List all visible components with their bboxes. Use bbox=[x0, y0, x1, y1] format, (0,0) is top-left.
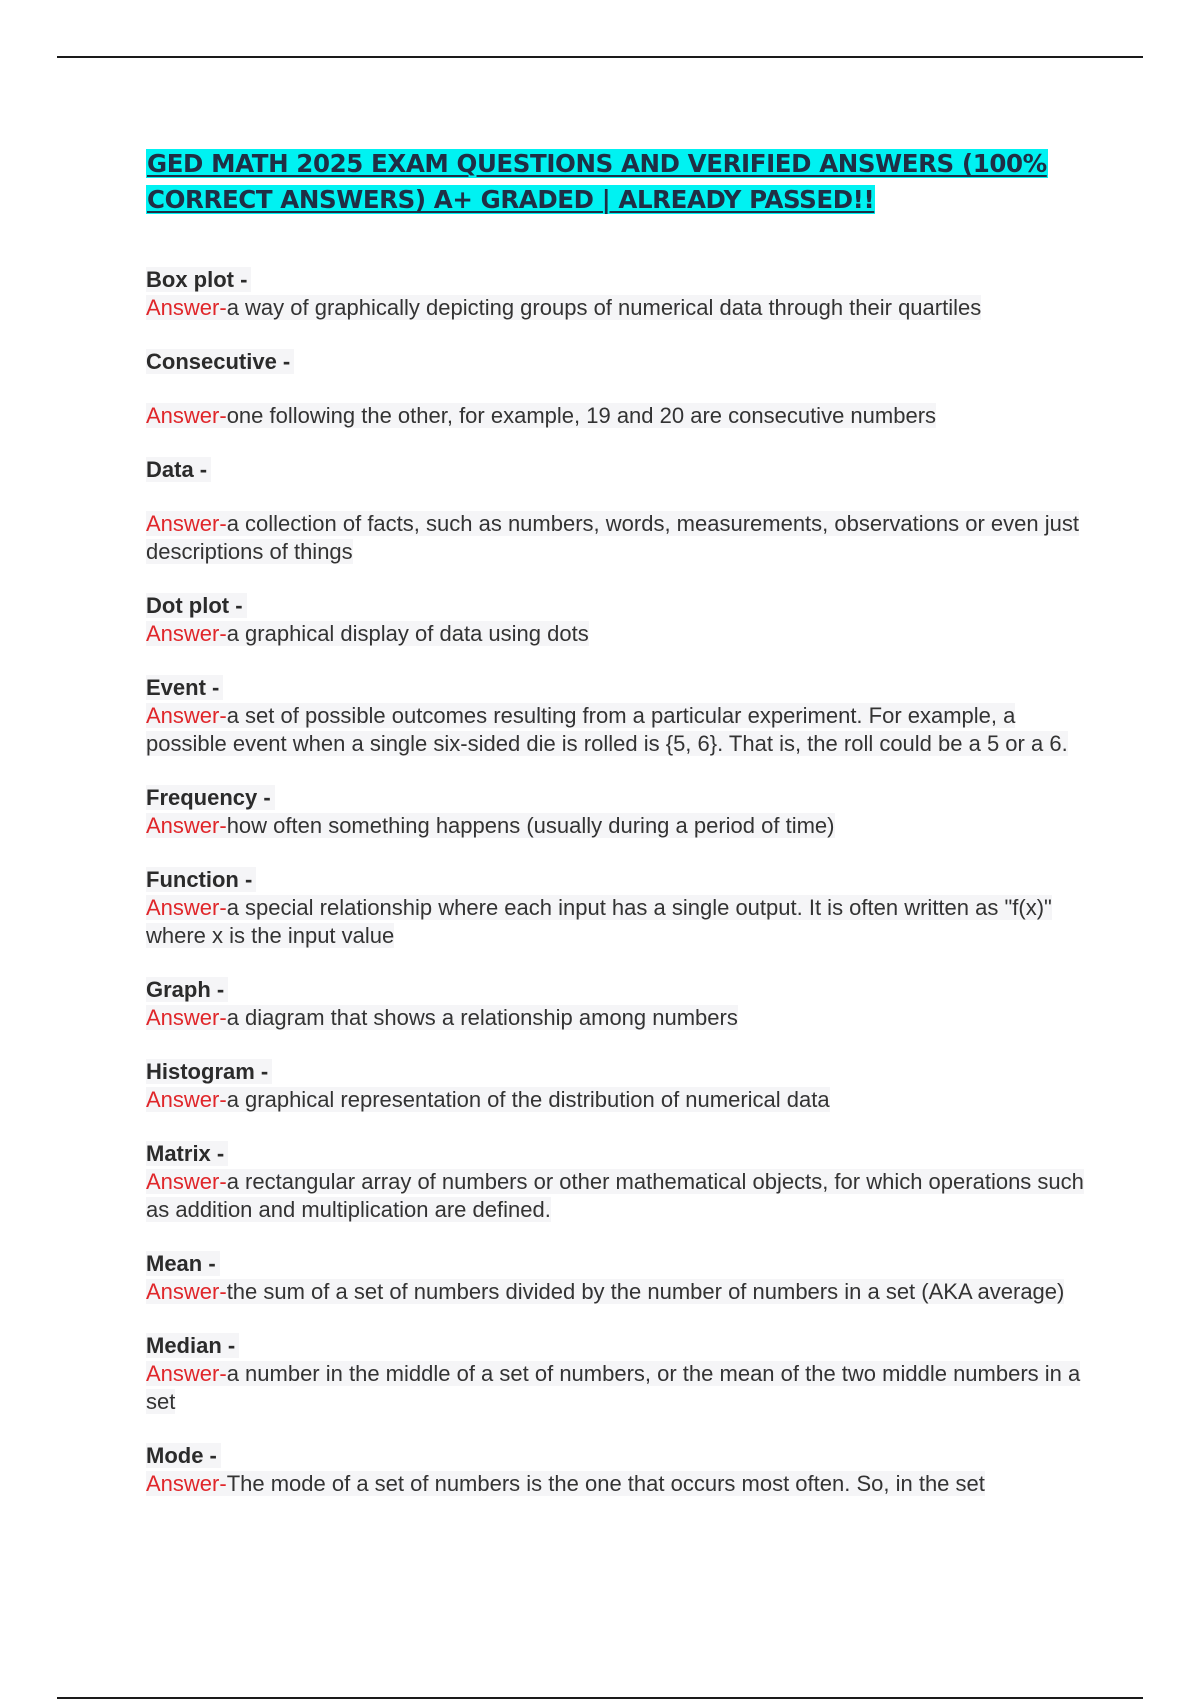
answer-text bbox=[146, 1360, 1086, 1416]
answer-text bbox=[146, 376, 1086, 430]
answer-definition: a rectangular array of numbers or other mathematical objects, for which operations such as addition and multiplication are defined. bbox=[146, 1169, 1084, 1222]
term-heading bbox=[146, 1057, 1086, 1086]
answer-spacer bbox=[146, 484, 1086, 510]
answer-spacer bbox=[146, 376, 1086, 402]
term-label: Graph - bbox=[146, 977, 228, 1002]
term-label: Histogram - bbox=[146, 1059, 272, 1084]
answer-definition: The mode of a set of numbers is the one that occurs most often. So, in the set bbox=[226, 1471, 985, 1496]
answer-text bbox=[146, 1004, 1086, 1032]
term-label: Mode - bbox=[146, 1443, 221, 1468]
answer-text bbox=[146, 1278, 1086, 1306]
answer-body bbox=[146, 621, 589, 646]
answer-definition: the sum of a set of numbers divided by the number of numbers in a set (AKA average) bbox=[226, 1279, 1065, 1304]
bottom-rule bbox=[57, 1697, 1143, 1699]
definition-entry bbox=[146, 1139, 1086, 1224]
answer-body bbox=[146, 895, 1052, 948]
term-heading bbox=[146, 1441, 1086, 1470]
answer-text bbox=[146, 1086, 1086, 1114]
answer-body bbox=[146, 1005, 738, 1030]
term-label: Box plot - bbox=[146, 267, 251, 292]
answer-prefix: Answer- bbox=[146, 813, 227, 838]
answer-prefix: Answer- bbox=[146, 295, 227, 320]
answer-body bbox=[146, 403, 936, 428]
document-title bbox=[146, 146, 1086, 218]
term-label: Consecutive - bbox=[146, 349, 294, 374]
definition-entry bbox=[146, 975, 1086, 1032]
definition-entry bbox=[146, 673, 1086, 758]
term-heading bbox=[146, 673, 1086, 702]
answer-body bbox=[146, 1169, 1084, 1222]
answer-body bbox=[146, 1471, 985, 1496]
answer-text bbox=[146, 894, 1086, 950]
definition-entry bbox=[146, 1441, 1086, 1498]
term-label: Event - bbox=[146, 675, 223, 700]
answer-text bbox=[146, 812, 1086, 840]
answer-prefix: Answer- bbox=[146, 1471, 227, 1496]
answer-body bbox=[146, 511, 1079, 564]
term-heading bbox=[146, 347, 1086, 376]
term-label: Matrix - bbox=[146, 1141, 228, 1166]
answer-definition: a collection of facts, such as numbers, words, measurements, observations or even just descriptions of things bbox=[146, 511, 1079, 564]
answer-body bbox=[146, 1279, 1064, 1304]
answer-text bbox=[146, 620, 1086, 648]
answer-definition: a graphical display of data using dots bbox=[226, 621, 589, 646]
term-label: Frequency - bbox=[146, 785, 275, 810]
answer-text bbox=[146, 1168, 1086, 1224]
answer-prefix: Answer- bbox=[146, 403, 227, 428]
definition-entry bbox=[146, 1057, 1086, 1114]
answer-prefix: Answer- bbox=[146, 1361, 227, 1386]
term-label: Function - bbox=[146, 867, 256, 892]
answer-text bbox=[146, 702, 1086, 758]
answer-prefix: Answer- bbox=[146, 1279, 227, 1304]
top-rule bbox=[57, 56, 1143, 58]
answer-definition: how often something happens (usually during a period of time) bbox=[226, 813, 835, 838]
definition-entry bbox=[146, 1331, 1086, 1416]
answer-prefix: Answer- bbox=[146, 511, 227, 536]
answer-body bbox=[146, 1361, 1080, 1414]
definition-entry bbox=[146, 347, 1086, 430]
term-heading bbox=[146, 591, 1086, 620]
answer-body bbox=[146, 295, 981, 320]
answer-definition: a graphical representation of the distribution of numerical data bbox=[226, 1087, 830, 1112]
answer-prefix: Answer- bbox=[146, 1169, 227, 1194]
document-body bbox=[146, 146, 1086, 1523]
term-label: Dot plot - bbox=[146, 593, 247, 618]
term-heading bbox=[146, 1139, 1086, 1168]
answer-body bbox=[146, 703, 1068, 756]
term-heading bbox=[146, 265, 1086, 294]
document-title-text: GED MATH 2025 EXAM QUESTIONS AND VERIFIED ANSWERS (100% CORRECT ANSWERS) A+ GRADED | ALREADY PASSED!! bbox=[147, 149, 1047, 214]
definition-entry bbox=[146, 265, 1086, 322]
answer-text bbox=[146, 1470, 1086, 1498]
answer-text bbox=[146, 484, 1086, 566]
term-heading bbox=[146, 1249, 1086, 1278]
answer-definition: a way of graphically depicting groups of numerical data through their quartiles bbox=[226, 295, 982, 320]
definition-list bbox=[146, 265, 1086, 1498]
answer-prefix: Answer- bbox=[146, 621, 227, 646]
answer-prefix: Answer- bbox=[146, 1087, 227, 1112]
answer-prefix: Answer- bbox=[146, 1005, 227, 1030]
term-label: Median - bbox=[146, 1333, 239, 1358]
answer-definition: a diagram that shows a relationship among numbers bbox=[226, 1005, 738, 1030]
answer-definition: a number in the middle of a set of numbers, or the mean of the two middle numbers in a set bbox=[146, 1361, 1081, 1414]
term-heading bbox=[146, 865, 1086, 894]
answer-body bbox=[146, 1087, 830, 1112]
answer-definition: a special relationship where each input has a single output. It is often written as "f(x)" where x is the input value bbox=[146, 895, 1052, 948]
answer-definition: one following the other, for example, 19 and 20 are consecutive numbers bbox=[226, 403, 937, 428]
answer-definition: a set of possible outcomes resulting from a particular experiment. For example, a possible event when a single six-sided die is rolled is {5, 6}. That is, the roll could be a 5 or a 6. bbox=[146, 703, 1068, 756]
term-heading bbox=[146, 975, 1086, 1004]
definition-entry bbox=[146, 1249, 1086, 1306]
definition-entry bbox=[146, 591, 1086, 648]
term-heading bbox=[146, 455, 1086, 484]
definition-entry bbox=[146, 783, 1086, 840]
term-label: Data - bbox=[146, 457, 211, 482]
answer-prefix: Answer- bbox=[146, 703, 227, 728]
answer-prefix: Answer- bbox=[146, 895, 227, 920]
term-heading bbox=[146, 783, 1086, 812]
answer-text bbox=[146, 294, 1086, 322]
term-heading bbox=[146, 1331, 1086, 1360]
definition-entry bbox=[146, 455, 1086, 566]
answer-body bbox=[146, 813, 835, 838]
definition-entry bbox=[146, 865, 1086, 950]
term-label: Mean - bbox=[146, 1251, 220, 1276]
